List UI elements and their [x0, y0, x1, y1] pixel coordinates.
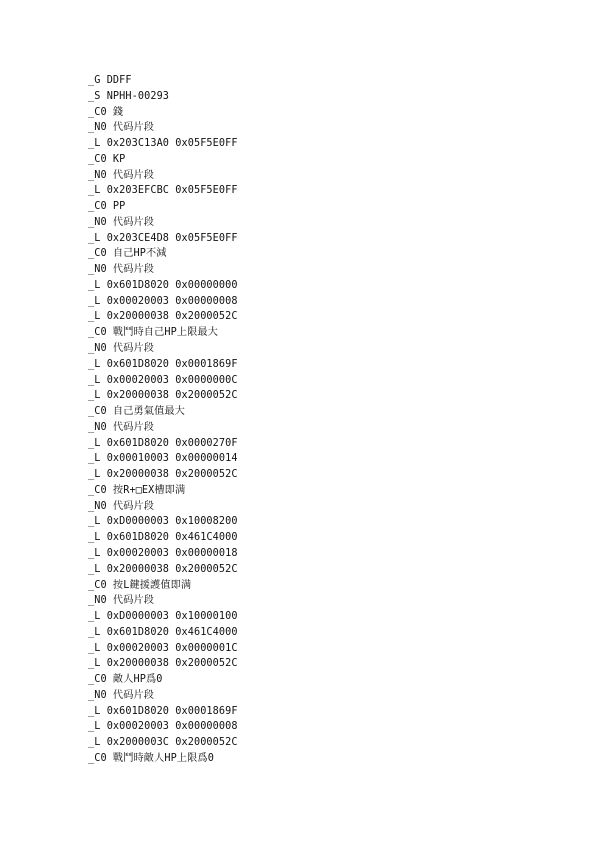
code-line-cheat-title: _C0 戰鬥時敵人HP上限爲0	[88, 752, 214, 764]
code-line-note: _N0 代码片段	[88, 689, 155, 701]
code-line-cheat-title: _C0 按R+□EX槽即满	[88, 484, 186, 496]
code-line-address: _L 0x00020003 0x00000018	[88, 547, 238, 559]
code-line-address: _L 0x20000038 0x2000052C	[88, 469, 238, 481]
code-line-cheat-title: _C0 自己勇氣值最大	[88, 406, 185, 418]
code-line-note: _N0 代码片段	[88, 264, 155, 276]
code-line-address: _L 0x203CE4D8 0x05F5E0FF	[88, 232, 238, 244]
code-line-address: _L 0x601D8020 0x461C4000	[88, 532, 238, 544]
code-line-address: _L 0x203EFCBC 0x05F5E0FF	[88, 185, 238, 197]
code-line-address: _L 0xD0000003 0x10000100	[88, 611, 238, 623]
code-line-note: _N0 代码片段	[88, 421, 155, 433]
code-line-note: _N0 代码片段	[88, 595, 155, 607]
code-line-address: _L 0x203C13A0 0x05F5E0FF	[88, 138, 238, 150]
code-line-address: _L 0x601D8020 0x461C4000	[88, 626, 238, 638]
code-line-address: _L 0x00020003 0x0000000C	[88, 374, 238, 386]
code-line-cheat-title: _C0 KP	[88, 153, 126, 165]
code-line-address: _L 0x601D8020 0x0001869F	[88, 705, 238, 717]
code-line-note: _N0 代码片段	[88, 169, 155, 181]
code-line-address: _L 0x00020003 0x00000008	[88, 721, 238, 733]
code-line-address: _L 0x00020003 0x00000008	[88, 295, 238, 307]
code-line-address: _L 0x20000038 0x2000052C	[88, 311, 238, 323]
code-line-note: _N0 代码片段	[88, 500, 155, 512]
code-line-cheat-title: _C0 按L鍵援護值即满	[88, 579, 192, 591]
code-line-address: _L 0x00020003 0x0000001C	[88, 642, 238, 654]
code-line-serial: _S NPHH-00293	[88, 90, 170, 102]
code-line-cheat-title: _C0 敵人HP爲0	[88, 674, 163, 686]
cheat-code-listing	[88, 73, 238, 767]
code-line-address: _L 0x00010003 0x00000014	[88, 453, 238, 465]
code-line-address: _L 0x601D8020 0x0000270F	[88, 437, 238, 449]
code-line-game-id: _G DDFF	[88, 75, 132, 86]
code-line-address: _L 0x20000038 0x2000052C	[88, 390, 238, 402]
code-line-cheat-title: _C0 戰鬥時自己HP上限最大	[88, 327, 218, 339]
code-line-cheat-title: _C0 PP	[88, 201, 126, 213]
code-line-address: _L 0x601D8020 0x0001869F	[88, 358, 238, 370]
code-line-note: _N0 代码片段	[88, 343, 155, 355]
code-line-cheat-title: _C0 自己HP不減	[88, 248, 167, 260]
code-line-address: _L 0x2000003C 0x2000052C	[88, 737, 238, 749]
code-line-address: _L 0x601D8020 0x00000000	[88, 279, 238, 291]
code-line-note: _N0 代码片段	[88, 122, 155, 134]
code-line-address: _L 0x20000038 0x2000052C	[88, 563, 238, 575]
code-line-note: _N0 代码片段	[88, 216, 155, 228]
code-line-address: _L 0xD0000003 0x10008200	[88, 516, 238, 528]
code-line-cheat-title: _C0 錢	[88, 106, 124, 118]
code-line-address: _L 0x20000038 0x2000052C	[88, 658, 238, 670]
